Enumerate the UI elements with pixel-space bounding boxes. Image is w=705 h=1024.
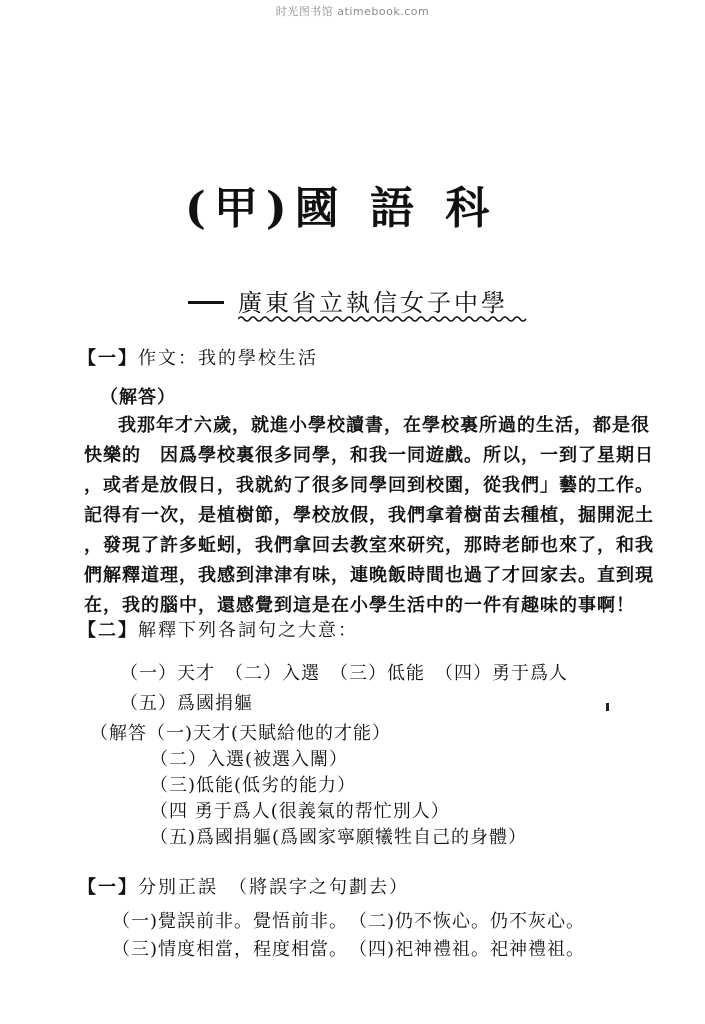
essay-line-2: 快樂的 因爲學校裏很多同學，和我一同遊戲。所以，一到了星期日 [84,445,654,466]
section-1-title: 作文：我的學校生活 [138,348,318,369]
school-number-dash [188,301,224,304]
essay-line-5: ，發現了許多蚯蚓，我們拿回去教室來研究，那時老師也來了，和我 [84,535,654,556]
terms-answer-2: （二）入選(被選入闈） [150,749,349,770]
wavy-underline [238,314,528,324]
essay-line-7: 在，我的腦中，還感覺到這是在小學生活中的一件有趣味的事啊！ [84,595,635,616]
terms-answer-1: （解答（一)天才(天賦給他的才能） [90,723,392,744]
section-3-note: （將誤字之句劃去） [238,877,409,898]
section-1-answer-label: （解答） [100,387,176,408]
section-1-number: 【一】 [78,348,138,369]
terms-line-1: （一）天才 （二）入選 （三）低能 （四）勇于爲人 [120,663,568,684]
section-3-number: 【一】 [78,877,138,898]
terms-answer-3: （三)低能(低劣的能力） [150,775,357,796]
correction-line-2: （三)情度相當，程度相當。 （四)祀神禮祖。祀神禮祖。 [112,939,586,960]
section-3-heading [78,873,409,899]
section-2-heading [78,616,358,642]
section-3-title: 分別正誤 [138,877,218,898]
essay-line-4: 記得有一次，是植樹節，學校放假，我們拿着樹苗去種植，掘開泥土 [84,505,654,526]
essay-line-1: 我那年才六歲，就進小學校讀書，在學校裏所過的生活，都是很 [118,415,650,436]
section-1-heading [78,344,318,370]
essay-line-3: ，或者是放假日，我就約了很多同學回到校園，從我們」藝的工作。 [84,475,654,496]
correction-line-1: （一)覺誤前非。覺悟前非。 （二)仍不恢心。仍不灰心。 [112,911,586,932]
subject-title: (甲)國 語 科 [185,183,498,234]
school-title [188,283,528,318]
essay-line-6: 們解釋道理，我感到津津有味，連晚飯時間也過了才回家去。直到現 [84,565,654,586]
section-2-title: 解釋下列各詞句之大意： [138,620,358,641]
school-name: 廣東省立執信女子中學 [238,289,508,317]
terms-line-2: （五）爲國捐軀 [120,693,253,714]
watermark: 时光图书馆 atimebook.com [275,5,430,18]
terms-answer-4: （四 勇于爲人(很義氣的帮忙別人） [150,801,450,822]
section-2-number: 【二】 [78,620,138,641]
terms-answer-5: （五)爲國捐軀(爲國家寧願犧牲自己的身體） [150,827,528,848]
print-speck [606,703,609,711]
